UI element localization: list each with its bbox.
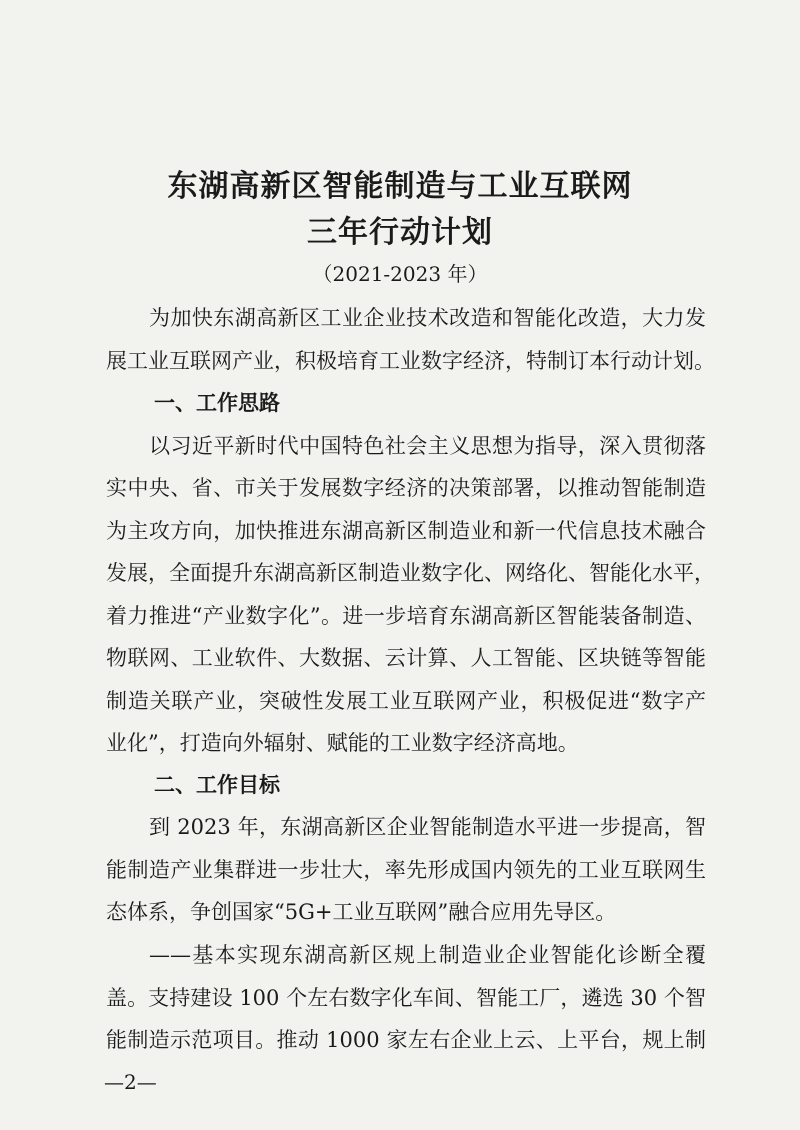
document-subtitle-years: （2021-2023 年） xyxy=(312,262,488,286)
section-2-line-3: 态体系，争创国家“5G+工业互联网”融合应用先导区。 xyxy=(106,900,617,924)
section-2-line-1: 到 2023 年，东湖高新区企业智能制造水平进一步提高，智 xyxy=(149,815,706,839)
page-number: —2— xyxy=(104,1070,157,1094)
section-1-line-8: 业化”，打造向外辐射、赋能的工业数字经济高地。 xyxy=(106,731,579,755)
intro-line-2: 展工业互联网产业，积极培育工业数字经济，特制订本行动计划。 xyxy=(106,349,715,373)
section-2-line-5: 盖。支持建设 100 个左右数字化车间、智能工厂，遴选 30 个智 xyxy=(106,986,706,1010)
document-title-line-1: 东湖高新区智能制造与工业互联网 xyxy=(167,169,633,204)
document-title-line-2: 三年行动计划 xyxy=(307,215,493,250)
section-1-line-2: 实中央、省、市关于发展数字经济的决策部署，以推动智能制造 xyxy=(106,476,706,500)
intro-line-1: 为加快东湖高新区工业企业技术改造和智能化改造，大力发 xyxy=(149,306,706,330)
section-1-heading: 一、工作思路 xyxy=(154,390,280,415)
section-2-line-4: ——基本实现东湖高新区规上制造业企业智能化诊断全覆 xyxy=(149,943,706,967)
section-2-line-6: 能制造示范项目。推动 1000 家左右企业上云、上平台，规上制 xyxy=(106,1028,706,1052)
section-1-line-1: 以习近平新时代中国特色社会主义思想为指导，深入贯彻落 xyxy=(149,434,706,458)
section-1-line-5: 着力推进“产业数字化”。进一步培育东湖高新区智能装备制造、 xyxy=(106,604,706,628)
section-1-line-7: 制造关联产业，突破性发展工业互联网产业，积极促进“数字产 xyxy=(106,689,706,713)
section-1-line-3: 为主攻方向，加快推进东湖高新区制造业和新一代信息技术融合 xyxy=(106,519,706,543)
section-2-line-2: 能制造产业集群进一步壮大，率先形成国内领先的工业互联网生 xyxy=(106,858,706,882)
section-2-heading: 二、工作目标 xyxy=(154,772,280,797)
section-1-line-6: 物联网、工业软件、大数据、云计算、人工智能、区块链等智能 xyxy=(106,646,706,670)
section-1-line-4: 发展，全面提升东湖高新区制造业数字化、网络化、智能化水平， xyxy=(106,561,715,585)
